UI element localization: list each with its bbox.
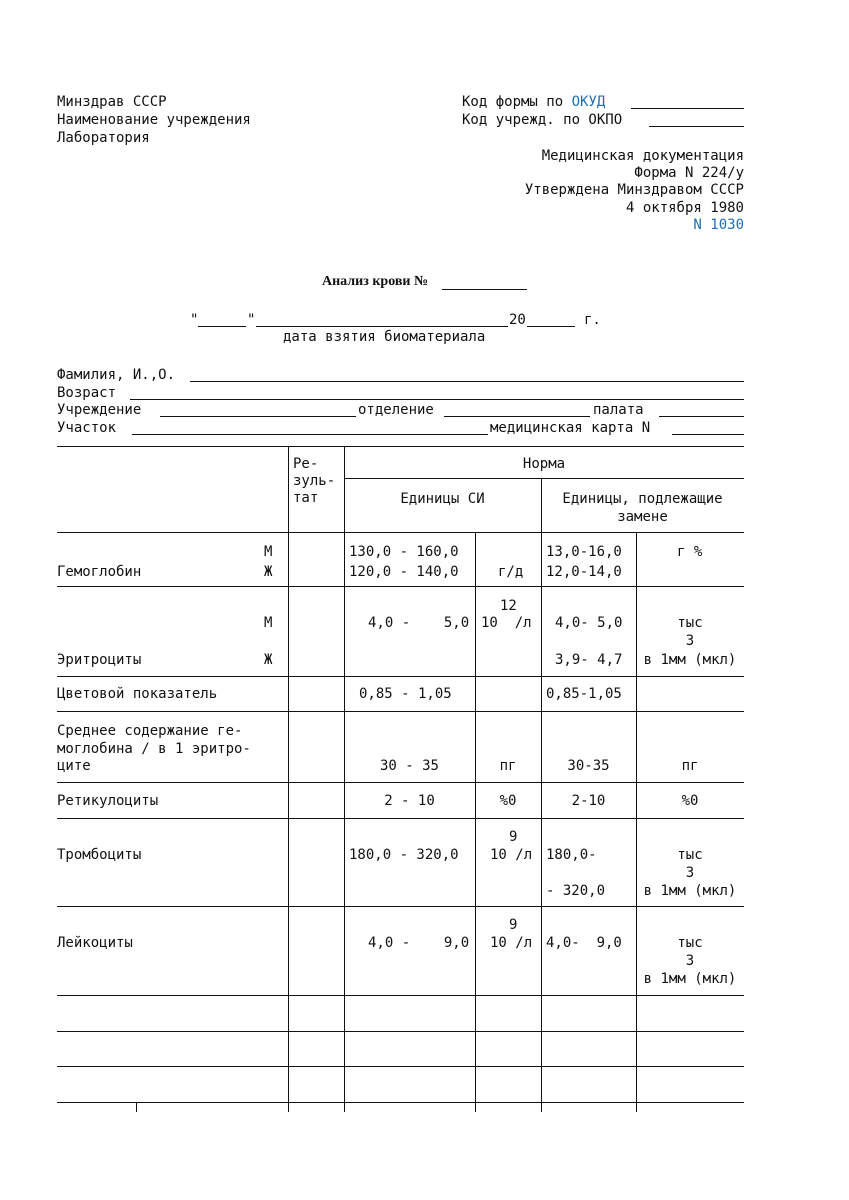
result-header-2: зуль- xyxy=(293,473,336,489)
erythrocytes-old-unit-1: тыс xyxy=(677,615,703,631)
date-caption: дата взятия биоматериала xyxy=(283,329,486,345)
ward-label: палата xyxy=(593,402,644,418)
leukocytes-old-unit-3: в 1мм (мкл) xyxy=(643,971,737,987)
color-index-old: 0,85-1,05 xyxy=(546,686,622,702)
okud-field[interactable] xyxy=(631,108,744,109)
okud-code-label: Код формы по ОКУД xyxy=(462,94,606,110)
hemoglobin-old-female: 12,0-14,0 xyxy=(546,564,622,580)
erythrocytes-old-unit-3: в 1мм (мкл) xyxy=(643,652,737,668)
erythrocytes-old-male: 4,0- 5,0 xyxy=(555,615,623,631)
leukocytes-old-unit-2: 3 xyxy=(685,953,695,969)
erythrocytes-old-female: 3,9- 4,7 xyxy=(555,652,623,668)
platelets-old-unit-3: в 1мм (мкл) xyxy=(643,883,737,899)
institution-label: Учреждение xyxy=(57,402,142,418)
mch-label-2: моглобина / в 1 эритро- xyxy=(57,741,251,757)
table-line xyxy=(57,1066,744,1067)
year-prefix: 20 xyxy=(509,312,526,328)
platelets-old-unit-1: тыс xyxy=(677,847,703,863)
institution-field[interactable] xyxy=(160,416,356,417)
old-units-header-2: замене xyxy=(617,509,668,525)
female-marker: Ж xyxy=(264,564,273,580)
reticulocytes-old-unit: %0 xyxy=(681,793,699,809)
year-suffix: г. xyxy=(584,312,601,328)
leukocytes-old: 4,0- 9,0 xyxy=(546,935,622,951)
form-number: Форма N 224/у xyxy=(634,165,744,181)
platelets-si-unit: 10 /л xyxy=(490,847,533,863)
hemoglobin-old-unit: г % xyxy=(677,544,703,560)
mch-si: 30 - 35 xyxy=(379,758,439,774)
color-index-label: Цветовой показатель xyxy=(57,686,218,702)
result-header-1: Ре- xyxy=(293,456,319,472)
table-line xyxy=(475,532,476,1112)
table-line xyxy=(57,1102,744,1103)
erythrocytes-old-unit-2: 3 xyxy=(685,633,695,649)
table-line xyxy=(57,446,744,447)
platelets-label: Тромбоциты xyxy=(57,847,142,863)
mch-old: 30-35 xyxy=(567,758,610,774)
si-units-header: Единицы СИ xyxy=(400,491,485,507)
table-line xyxy=(57,782,744,783)
table-line xyxy=(57,1031,744,1032)
name-field[interactable] xyxy=(190,381,744,382)
approval-date: 4 октября 1980 xyxy=(625,200,744,216)
institution-name: Наименование учреждения xyxy=(57,112,251,128)
color-index-si: 0,85 - 1,05 xyxy=(359,686,452,702)
department-label: отделение xyxy=(358,402,434,418)
platelets-old-1: 180,0- xyxy=(546,847,597,863)
hemoglobin-si-male: 130,0 - 160,0 xyxy=(349,544,459,560)
table-line xyxy=(136,1102,137,1112)
table-line xyxy=(57,532,744,533)
platelets-old-unit-2: 3 xyxy=(685,865,695,881)
table-line xyxy=(57,586,744,587)
card-field[interactable] xyxy=(672,434,744,435)
male-marker: М xyxy=(264,544,273,560)
table-line xyxy=(344,446,345,1112)
erythrocytes-si-unit: 10 /л xyxy=(481,615,532,631)
erythrocytes-label: Эритроциты xyxy=(57,652,142,668)
district-field[interactable] xyxy=(132,434,488,435)
department-field[interactable] xyxy=(444,416,590,417)
year-field[interactable] xyxy=(527,326,575,327)
hemoglobin-label: Гемоглобин xyxy=(57,564,142,580)
age-label: Возраст xyxy=(57,385,117,401)
age-field[interactable] xyxy=(130,399,744,400)
table-line xyxy=(57,676,744,677)
page-title: Анализ крови № xyxy=(322,274,429,289)
okpo-code-label: Код учрежд. по ОКПО xyxy=(462,112,623,128)
platelets-si: 180,0 - 320,0 xyxy=(349,847,459,863)
norm-header: Норма xyxy=(522,456,566,472)
month-field[interactable] xyxy=(256,326,508,327)
doc-type: Медицинская документация xyxy=(541,148,744,164)
ward-field[interactable] xyxy=(659,416,744,417)
hemoglobin-si-female: 120,0 - 140,0 xyxy=(349,564,459,580)
name-label: Фамилия, И.,О. xyxy=(57,367,176,383)
male-marker: М xyxy=(264,615,273,631)
table-line xyxy=(57,818,744,819)
result-header-3: тат xyxy=(293,490,319,506)
reticulocytes-si: 2 - 10 xyxy=(384,793,435,809)
district-label: Участок xyxy=(57,420,117,436)
hemoglobin-si-unit: г/д xyxy=(498,564,524,580)
order-number-link[interactable]: N 1030 xyxy=(693,217,744,233)
erythrocytes-si-exponent: 12 xyxy=(500,598,517,614)
mch-old-unit: пг xyxy=(681,758,699,774)
table-line xyxy=(57,995,744,996)
platelets-si-exponent: 9 xyxy=(509,829,518,845)
analysis-number-field[interactable] xyxy=(442,289,527,290)
table-line xyxy=(288,446,289,1112)
leukocytes-old-unit-1: тыс xyxy=(677,935,703,951)
mch-label-1: Среднее содержание ге- xyxy=(57,723,243,739)
date-quote-close: " xyxy=(247,312,256,328)
card-label: медицинская карта N xyxy=(490,420,651,436)
okpo-field[interactable] xyxy=(649,126,744,127)
table-line xyxy=(57,906,744,907)
ministry: Минздрав СССР xyxy=(57,94,167,110)
laboratory: Лаборатория xyxy=(57,130,150,146)
hemoglobin-old-male: 13,0-16,0 xyxy=(546,544,622,560)
leukocytes-label: Лейкоциты xyxy=(57,935,133,951)
mch-label-3: ците xyxy=(57,758,91,774)
leukocytes-si-exponent: 9 xyxy=(509,917,518,933)
leukocytes-si-unit: 10 /л xyxy=(490,935,533,951)
platelets-old-2: - 320,0 xyxy=(546,883,606,899)
okud-link[interactable]: ОКУД xyxy=(571,94,606,110)
old-units-header-1: Единицы, подлежащие xyxy=(562,491,723,507)
erythrocytes-si: 4,0 - 5,0 xyxy=(368,615,470,631)
date-quote-open: " xyxy=(190,312,199,328)
reticulocytes-si-unit: %0 xyxy=(499,793,517,809)
table-line xyxy=(57,711,744,712)
table-line xyxy=(344,478,744,479)
day-field[interactable] xyxy=(198,326,246,327)
leukocytes-si: 4,0 - 9,0 xyxy=(368,935,470,951)
female-marker: Ж xyxy=(264,652,273,668)
reticulocytes-label: Ретикулоциты xyxy=(57,793,159,809)
mch-si-unit: пг xyxy=(499,758,517,774)
approved-by: Утверждена Минздравом СССР xyxy=(524,182,744,198)
reticulocytes-old: 2-10 xyxy=(571,793,606,809)
